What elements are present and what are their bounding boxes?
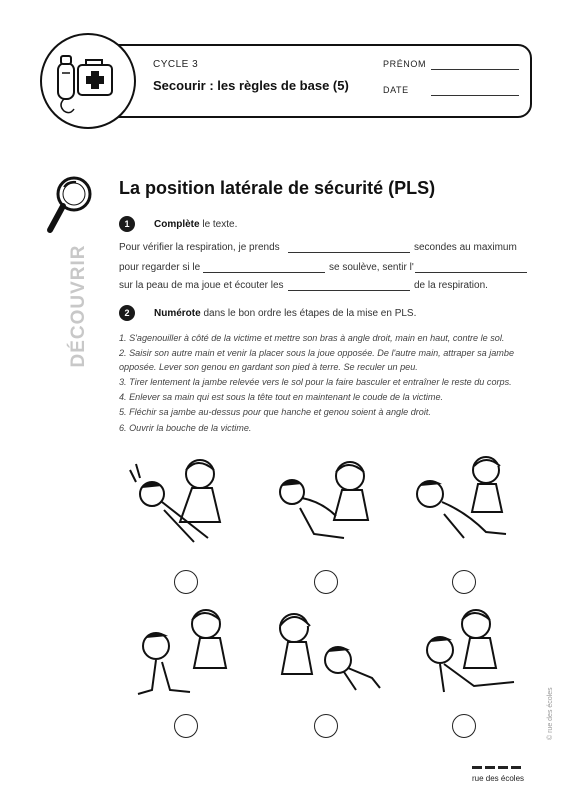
text-line-3b: de la respiration. (414, 280, 488, 291)
illustration-rescue-step-c (404, 452, 524, 552)
blank-seconds[interactable] (288, 252, 410, 253)
text-line-1a: Pour vérifier la respiration, je prends (119, 242, 280, 253)
publisher-bar-1 (472, 766, 482, 769)
date-field[interactable] (431, 95, 519, 96)
copyright-text: © rue des écoles (547, 687, 554, 740)
text-line-1b: secondes au maximum (414, 242, 517, 253)
exercise-1-instruction (154, 219, 237, 230)
first-aid-kit-icon (42, 35, 134, 127)
step-6: 6. Ouvrir la bouche de la victime. (119, 422, 252, 433)
step-5: 5. Fléchir sa jambe au-dessus pour que hanche et genou soient à angle droit. (119, 407, 431, 418)
illustration-rescue-step-f (404, 602, 524, 702)
publisher-logo-text: rue des écoles (472, 774, 525, 783)
text-line-3a: sur la peau de ma joue et écouter les (119, 280, 284, 291)
illustration-rescue-step-b (264, 452, 384, 552)
text-line-2b: se soulève, sentir l' (329, 262, 414, 273)
exercise-2-instruction (154, 308, 416, 319)
answer-circle-c[interactable] (452, 570, 476, 594)
blank-chest[interactable] (203, 272, 325, 273)
publisher-bar-2 (485, 766, 495, 769)
blank-sounds[interactable] (288, 290, 410, 291)
answer-circle-b[interactable] (314, 570, 338, 594)
exercise-2-verb: Numérote (154, 308, 201, 319)
first-aid-badge (40, 33, 136, 129)
step-2: 2. Saisir son autre main et venir la placer sous la joue opposée. De l'autre main, attraper sa jambe opposée. Lever son genou en gardant son pied à terre. Se reculer un peu. (119, 348, 514, 372)
publisher-bar-3 (498, 766, 508, 769)
discover-label: DÉCOUVRIR (68, 244, 89, 368)
exercise-1-number: 1 (119, 216, 135, 232)
text-line-2a: pour regarder si le (119, 262, 201, 273)
exercise-1-rest: le texte. (199, 219, 238, 230)
answer-circle-a[interactable] (174, 570, 198, 594)
step-3: 3. Tirer lentement la jambe relevée vers le sol pour la faire basculer et entraîner le reste du corps. (119, 376, 512, 387)
exercise-2-number: 2 (119, 305, 135, 321)
sheet-title: Secourir : les règles de base (5) (153, 78, 349, 93)
exercise-2-rest: dans le bon ordre les étapes de la mise en PLS. (200, 308, 417, 319)
illustration-rescue-step-d (122, 602, 242, 702)
illustration-rescue-step-a (122, 452, 242, 552)
publisher-bar-4 (511, 766, 521, 769)
answer-circle-e[interactable] (314, 714, 338, 738)
magnifier-icon (42, 172, 98, 242)
step-4: 4. Enlever sa main qui est sous la tête tout en maintenant le coude de la victime. (119, 392, 444, 403)
section-title: La position latérale de sécurité (PLS) (119, 178, 436, 198)
exercise-1-verb: Complète (154, 219, 200, 230)
prenom-field[interactable] (431, 69, 519, 70)
blank-air[interactable] (415, 272, 527, 273)
cycle-label: CYCLE 3 (153, 59, 199, 70)
answer-circle-d[interactable] (174, 714, 198, 738)
step-1: 1. S'agenouiller à côté de la victime et mettre son bras à angle droit, main en haut, contre le sol. (119, 333, 505, 343)
prenom-label: PRÉNOM (383, 59, 427, 69)
answer-circle-f[interactable] (452, 714, 476, 738)
steps-list (119, 332, 539, 437)
illustration-rescue-step-e (264, 602, 384, 702)
date-label: DATE (383, 85, 409, 95)
